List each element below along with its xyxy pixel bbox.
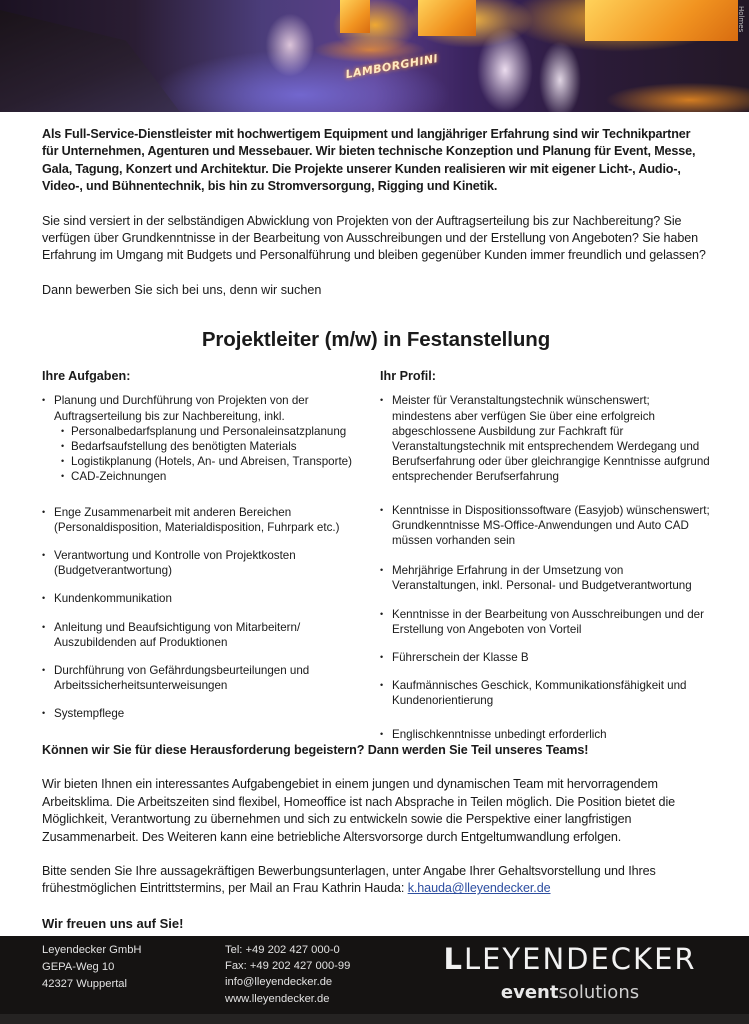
website[interactable]: www.lleyendecker.de [225,992,330,1005]
street: GEPA-Weg 10 [42,961,115,973]
candidate-questions: Sie sind versiert in der selbständigen Abwicklung von Projekten von der Auftragserteilung bis zur Nachbereitung? Sie verfügen über Grundkenntnisse in der Bearbeitung von Ausschreibungen und der Erstellung von Angeboten? Sie haben Erfahrung im Umgang mit Budgets und Personalführung und bleiben gegenüber Kunden immer freundlich und gelassen? [42,213,706,263]
phone: Tel: +49 202 427 000-0 [225,944,340,956]
offer-text: Wir bieten Ihnen ein interessantes Aufgabengebiet in einem jungen und dynamischen Team mit hervorragendem Arbeitsklima. Die Arbeitszeiten sind flexibel, Homeoffice ist nach Absprache in Teilen möglich. Die Position bietet die Möglichkeit, Verantwortung zu übernehmen und sich zu entwickeln sowie die Perspektive einer langfristigen Zusammenarbeit. Des Weiteren kann eine betriebliche Altersvorsorge durch Entgeltumwandlung erfolgen. [42,777,676,844]
led-screen [585,0,738,41]
profile-item: • Führerschein der Klasse B [380,650,710,665]
application-instructions: Bitte senden Sie Ihre aussagekräftigen Bewerbungsunterlagen, unter Angabe Ihrer Gehaltsvorstellung und Ihres frühestmöglichen Eintrittstermins, per Mail an Frau Kathrin Hauda: k.hauda@lleyendecker.de [42,864,656,896]
lead-in: Dann bewerben Sie sich bei uns, denn wir suchen [42,282,322,297]
stage-sign: LAMBORGHINI [344,51,440,82]
profile-item: • Kaufmännisches Geschick, Kommunikationsfähigkeit und Kundenorientierung [380,678,710,708]
task-item: • Kundenkommunikation [42,591,362,606]
led-screen [340,0,370,33]
task-item: • Verantwortung und Kontrolle von Projektkosten (Budgetverantwortung) [42,548,362,578]
task-item: • Durchführung von Gefährdungsbeurteilungen und Arbeitssicherheitsunterweisungen [42,663,362,693]
closing-section [42,742,710,932]
company-name: Leyendecker GmbH [42,944,142,956]
profile-item: • Kenntnisse in Dispositionssoftware (Easyjob) wünschenswert; Grundkenntnisse MS-Office-Anwendungen und Auto CAD müssen vorhanden sein [380,503,710,549]
tasks-list [42,393,362,721]
sign-off: Wir freuen uns auf Sie! [42,915,184,931]
task-subitem: • CAD-Zeichnungen [59,469,362,484]
company-intro: Als Full-Service-Dienstleister mit hochwertigem Equipment und langjähriger Erfahrung sind wir Technikpartner für Unternehmen, Agenturen und Messebauer. Wir bieten technische Konzeption und Planung für Event, Messe, Gala, Tagung, Konzert und Architektur. Die Projekte unserer Kunden realisieren wir mit eigener Licht-, Audio-, Video-, und Bühnentechnik, bis hin zu Stromversorgung, Rigging und Kinetik. [42,127,696,194]
tasks-heading: Ihre Aufgaben: [42,369,131,383]
contact-email[interactable]: info@lleyendecker.de [225,976,333,989]
photo-credit: Holmes [737,6,745,33]
task-subitem: • Logistikplanung (Hotels, An- und Abreisen, Transporte) [59,454,362,469]
logo-wordmark: LLEYENDECKER [443,942,697,976]
logo-tagline: eventsolutions [500,982,640,1003]
task-item: • Systempflege [42,706,362,721]
job-ad-body [42,126,710,931]
profile-item: • Kenntnisse in der Bearbeitung von Ausschreibungen und der Erstellung von Angeboten von Vorteil [380,607,710,637]
task-subitem: • Bedarfsaufstellung des benötigten Materials [59,439,362,454]
application-email-link[interactable]: k.hauda@lleyendecker.de [407,881,551,896]
led-screen [418,0,476,36]
task-subitem: • Personalbedarfsplanung und Personaleinsatzplanung [59,424,362,439]
city: 42327 Wuppertal [42,978,128,990]
fax: Fax: +49 202 427 000-99 [225,960,351,973]
task-subitems [54,424,362,485]
footer-bottom-band [0,1014,749,1024]
task-item: • Anleitung und Beaufsichtigung von Mitarbeitern/ Auszubildenden auf Produktionen [42,620,362,650]
job-title: Projektleiter (m/w) in Festanstellung [201,328,551,351]
audience-silhouette [0,10,180,112]
task-item: • Enge Zusammenarbeit mit anderen Bereichen (Personaldisposition, Materialdisposition, Fuhrpark etc.) [42,505,362,535]
profile-list [380,393,710,741]
company-contact [225,942,350,1007]
profile-item: • Meister für Veranstaltungstechnik wünschenswert; mindestens aber verfügen Sie über eine erfolgreich abgeschlossene Ausbildung zur Fachkraft für Veranstaltungstechnik mit entsprechendem Werdegang und Berufserfahrung oder über gleichrangige Kenntnisse aufgrund entsprechender Berufserfahrung [380,393,710,484]
company-logo [425,942,715,1003]
footer [0,936,749,1024]
profile-section [380,368,710,755]
profile-item: • Englischkenntnisse unbedingt erforderlich [380,727,710,742]
task-item: • Planung und Durchführung von Projekten von der Auftragserteilung bis zur Nachbereitung, inkl. • Personalbedarfsplanung und Personaleinsatzplanung • Bedarfsaufstellung des benötigten Materials • Logistikplanung (Hotels, An- und Abreisen, Transporte) • CAD-Zeichnungen [42,393,362,484]
hero-event-photo [0,0,749,112]
tasks-section [42,368,362,735]
company-address [42,942,142,993]
profile-heading: Ihr Profil: [380,369,436,383]
profile-item: • Mehrjährige Erfahrung in der Umsetzung von Veranstaltungen, inkl. Personal- und Budgetverantwortung [380,563,710,593]
call-to-action: Können wir Sie für diese Herausforderung begeistern? Dann werden Sie Teil unseres Teams! [42,743,589,757]
